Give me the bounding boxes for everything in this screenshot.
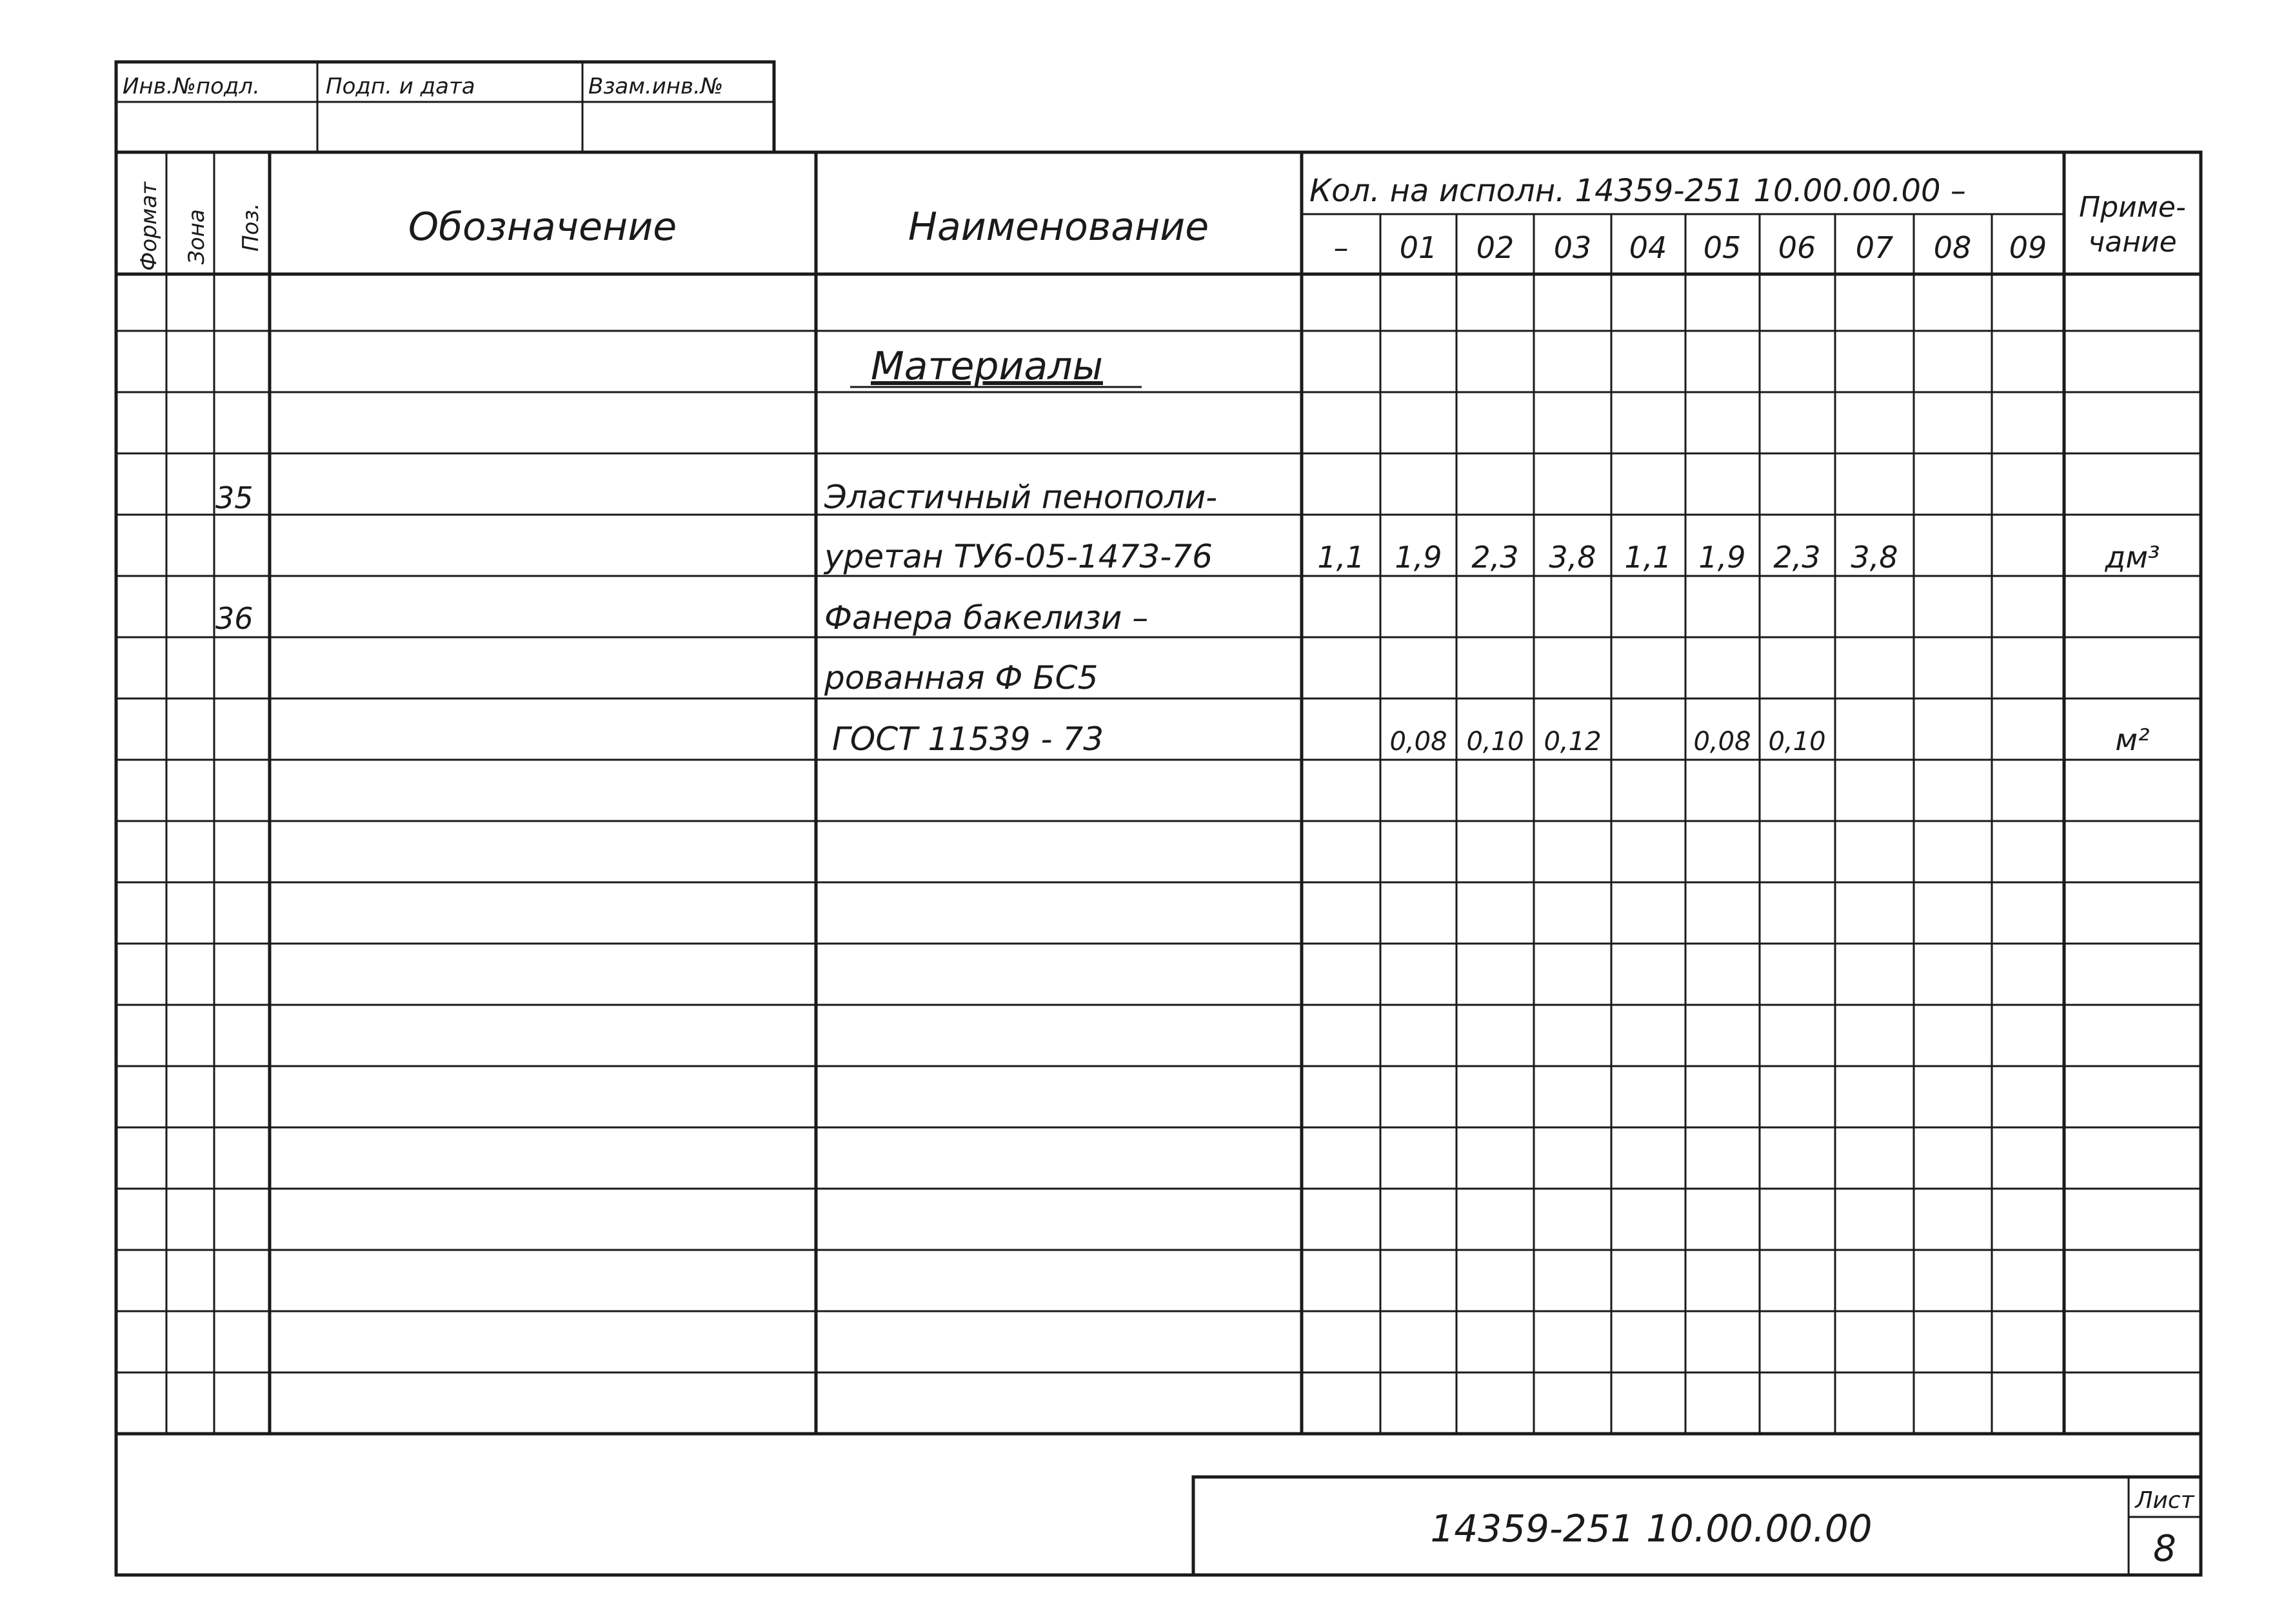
item-36-qty-03: 0,12	[1544, 727, 1602, 757]
header-zona: Зона	[184, 209, 210, 264]
item-36-qty-05: 0,08	[1693, 727, 1751, 757]
spec-table-grid	[116, 152, 2201, 1434]
title-list-number: 8	[2153, 1528, 2176, 1570]
header-oboznachenie: Обозначение	[408, 204, 677, 250]
inventory-stamp	[116, 62, 774, 152]
header-variant-08: 08	[1933, 230, 1972, 265]
stamp-vzam-inv: Взам.инв.№	[588, 74, 724, 99]
title-designation: 14359-251 10.00.00.00	[1430, 1507, 1873, 1550]
header-naimenovanie: Наименование	[908, 204, 1209, 250]
table-body	[215, 344, 2160, 758]
item-36-name-line1: Фанера бакелизи –	[824, 599, 1149, 637]
table-header	[136, 173, 2186, 271]
item-36-name-line2: рованная Ф БС5	[824, 659, 1098, 697]
header-variant-04: 04	[1629, 230, 1667, 265]
item-36-unit: м²	[2115, 722, 2150, 757]
header-variant-05: 05	[1703, 230, 1742, 265]
item-36-poz: 36	[215, 601, 253, 636]
item-35-poz: 35	[215, 480, 253, 515]
header-poz: Поз.	[238, 203, 264, 252]
header-variant-06: 06	[1778, 230, 1816, 265]
item-35-unit: дм³	[2105, 540, 2160, 575]
header-kol-title: Кол. на исполн. 14359-251 10.00.00.00 –	[1309, 173, 1966, 209]
item-35-name-line1: Эластичный пенополи-	[824, 479, 1218, 516]
item-35-qty-01: 1,9	[1395, 540, 1442, 575]
stamp-podp-data: Подп. и дата	[326, 74, 475, 99]
item-35-qty-05: 1,9	[1698, 540, 1746, 575]
title-list-label: Лист	[2135, 1487, 2194, 1514]
item-35-qty-07: 3,8	[1851, 540, 1898, 575]
title-block	[1193, 1477, 2201, 1575]
stamp-inv-podl: Инв.№подл.	[123, 74, 260, 99]
item-35-name-line2: уретан ТУ6-05-1473-76	[824, 538, 1213, 575]
header-primechanie-2: чание	[2088, 226, 2177, 259]
header-variant-07: 07	[1855, 230, 1894, 265]
section-title-materialy: Материалы	[871, 344, 1103, 389]
header-variant-base: –	[1333, 230, 1349, 265]
item-35-qty-06: 2,3	[1773, 540, 1821, 575]
header-primechanie-1: Приме-	[2079, 191, 2186, 224]
item-35-qty-02: 2,3	[1471, 540, 1519, 575]
item-35-qty-04: 1,1	[1624, 540, 1672, 575]
main-frame	[116, 152, 2201, 1575]
item-36-qty-01: 0,08	[1389, 727, 1447, 757]
header-variant-03: 03	[1553, 230, 1592, 265]
header-variant-09: 09	[2009, 230, 2047, 265]
item-35-qty-base: 1,1	[1317, 540, 1365, 575]
item-35-qty-03: 3,8	[1549, 540, 1596, 575]
header-format: Формат	[136, 182, 162, 271]
header-variant-02: 02	[1476, 230, 1515, 265]
header-variant-01: 01	[1399, 230, 1438, 265]
item-36-qty-06: 0,10	[1768, 727, 1826, 757]
item-36-name-line3: ГОСТ 11539 - 73	[832, 720, 1104, 758]
item-36-qty-02: 0,10	[1466, 727, 1524, 757]
